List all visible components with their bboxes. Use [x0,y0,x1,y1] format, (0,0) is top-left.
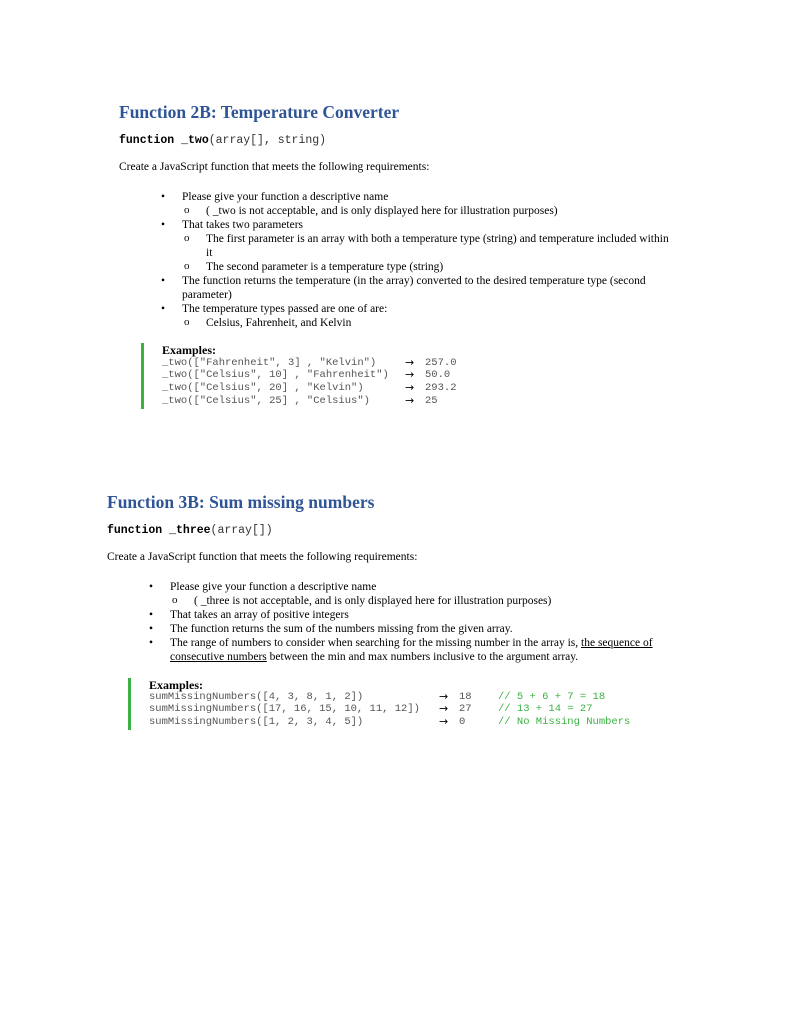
requirement-item: • That takes two parameters [161,218,676,232]
example-call: _two(["Celsius", 20] , "Kelvin") [162,382,364,394]
requirement-item: • The function returns the sum of the numbers missing from the given array. [149,622,659,636]
example-comment: // 13 + 14 = 27 [498,703,593,715]
arrow-icon: → [405,381,415,394]
examples-title: Examples: [149,678,203,692]
signature-name: _two [181,134,209,147]
requirement-text: The range of numbers to consider when searching for the missing number in the array is, [170,637,582,649]
arrow-icon: → [439,702,449,715]
requirement-subitem: o ( _two is not acceptable, and is only displayed here for illustration purposes) [161,204,676,218]
signature-name: _three [169,524,211,537]
examples-title: Examples: [162,343,216,357]
signature-keyword: function [119,134,175,147]
examples-block-3b [128,678,658,730]
example-comment: // No Missing Numbers [498,716,631,728]
example-result: 257.0 [425,357,457,369]
requirement-item: • The function returns the temperature (in the array) converted to the desired temperature type (second parameter) [161,274,676,302]
arrow-icon: → [405,356,415,369]
examples-block-2b [141,343,561,409]
requirement-subitem: o The first parameter is an array with both a temperature type (string) and temperature included within it [161,232,676,260]
signature-function-2b [119,134,326,147]
requirement-item [149,636,659,664]
requirement-subitem: o The second parameter is a temperature type (string) [161,260,676,274]
intro-text: Create a JavaScript function that meets the following requirements: [107,551,418,563]
underlined-phrase: the sequence of consecutive numbers [170,637,653,663]
signature-function-3b [107,524,273,537]
example-call: _two(["Fahrenheit", 3] , "Kelvin") [162,357,377,369]
intro-text: Create a JavaScript function that meets the following requirements: [119,161,430,173]
example-accent-bar [128,678,131,730]
example-result: 25 [425,395,438,407]
requirement-item: • Please give your function a descriptive name [161,190,676,204]
requirements-list [161,190,676,330]
example-call: _two(["Celsius", 10] , "Fahrenheit") [162,369,389,381]
heading-function-3b: Function 3B: Sum missing numbers [107,492,375,512]
signature-params: (array[], string) [208,134,327,147]
example-result: 0 [459,716,466,728]
requirement-text: between the min and max numbers inclusive to the argument array. [266,651,579,663]
example-result: 293.2 [425,382,457,394]
signature-keyword: function [107,524,163,537]
arrow-icon: → [439,690,449,703]
example-result: 27 [459,703,472,715]
example-call: sumMissingNumbers([4, 3, 8, 1, 2]) [149,691,364,703]
requirement-item: • That takes an array of positive integers [149,608,659,622]
example-call: _two(["Celsius", 25] , "Celsius") [162,395,370,407]
example-result: 18 [459,691,472,703]
arrow-icon: → [405,394,415,407]
requirement-item: • The temperature types passed are one of are: [161,302,676,316]
example-call: sumMissingNumbers([17, 16, 15, 10, 11, 12]) [149,703,420,715]
arrow-icon: → [405,368,415,381]
requirements-list [149,580,659,664]
requirement-subitem: o Celsius, Fahrenheit, and Kelvin [161,316,676,330]
heading-function-2b: Function 2B: Temperature Converter [119,102,400,122]
requirement-subitem: o ( _three is not acceptable, and is only displayed here for illustration purposes) [149,594,659,608]
signature-params: (array[]) [210,524,273,537]
example-call: sumMissingNumbers([1, 2, 3, 4, 5]) [149,716,364,728]
requirement-item: • Please give your function a descriptive name [149,580,659,594]
example-accent-bar [141,343,144,409]
example-comment: // 5 + 6 + 7 = 18 [498,691,606,703]
example-result: 50.0 [425,369,451,381]
arrow-icon: → [439,715,449,728]
